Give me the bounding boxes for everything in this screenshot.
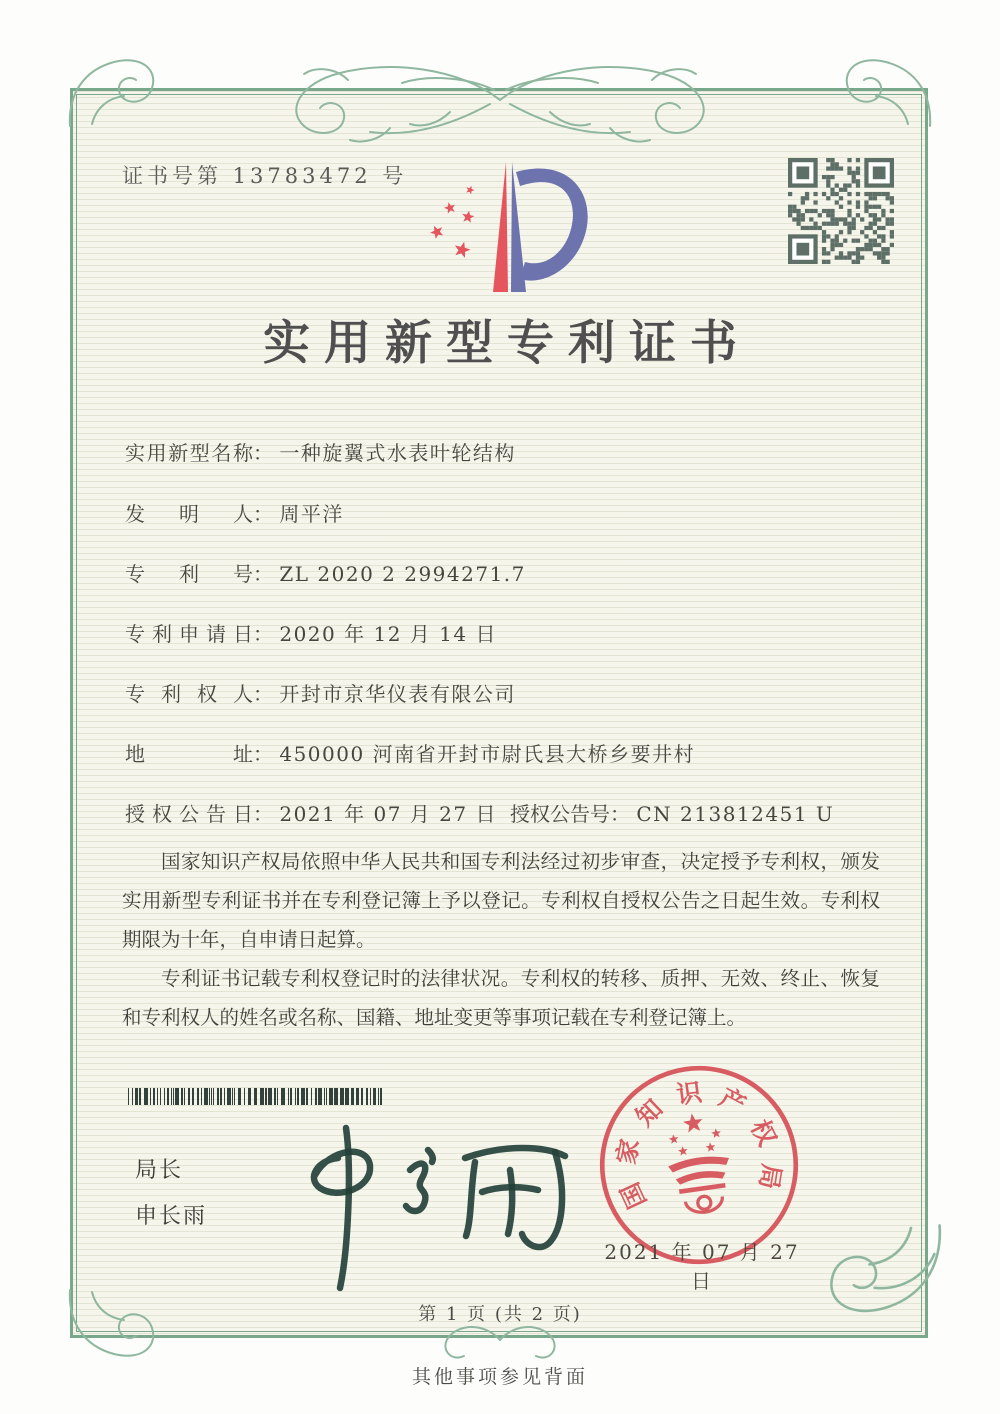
field-label: 专利权人	[125, 682, 253, 706]
field-row-filing-date	[125, 618, 885, 647]
field-grant-number	[510, 798, 834, 827]
field-value: 开封市京华仪表有限公司	[279, 682, 516, 706]
svg-text:权: 权	[744, 1114, 784, 1151]
legal-text-block	[122, 842, 880, 1037]
field-label: 实用新型名称	[125, 441, 253, 465]
field-row-grant	[125, 798, 885, 827]
commissioner-block	[135, 1148, 207, 1240]
field-label: 授权公告号	[510, 802, 610, 826]
certificate-number: 证书号第 13783472 号	[122, 164, 408, 188]
commissioner-title: 局长	[135, 1158, 184, 1183]
field-label: 授权公告日	[125, 802, 253, 826]
field-colon: ：	[253, 742, 273, 766]
commissioner-name: 申长雨	[135, 1204, 208, 1229]
field-colon: ：	[253, 802, 273, 826]
svg-text:国: 国	[614, 1177, 653, 1214]
legal-paragraph: 国家知识产权局依照中华人民共和国专利法经过初步审查，决定授予专利权，颁发实用新型专利证书并在专利登记簿上予以登记。专利权自授权公告之日起生效。专利权期限为十年，自申请日起算。	[122, 850, 880, 951]
field-label: 专利号	[125, 562, 253, 586]
qr-code-icon	[788, 158, 894, 264]
svg-text:产: 产	[714, 1081, 751, 1120]
svg-text:识: 识	[674, 1076, 704, 1110]
certificate-title: 实用新型专利证书	[263, 316, 751, 371]
field-row-patent-number	[125, 558, 885, 587]
commissioner-signature-icon	[260, 1100, 600, 1300]
field-value: ZL 2020 2 2994271.7	[279, 562, 526, 586]
field-value: 2020 年 12 月 14 日	[279, 622, 497, 646]
field-value: CN 213812451 U	[636, 802, 835, 826]
field-label: 地址	[125, 742, 253, 766]
field-colon: ：	[253, 562, 273, 586]
svg-text:家: 家	[610, 1136, 645, 1167]
field-row-inventor	[125, 498, 885, 527]
field-colon: ：	[253, 682, 273, 706]
field-label: 发明人	[125, 502, 253, 526]
field-value: 2021 年 07 月 27 日	[279, 802, 497, 826]
seal-date: 2021 年 07 月 27 日	[604, 1240, 800, 1293]
field-colon: ：	[253, 622, 273, 646]
page-number: 第 1 页 (共 2 页)	[418, 1304, 582, 1325]
field-label: 专利申请日	[125, 622, 253, 646]
field-row-patentee	[125, 678, 885, 707]
field-colon: ：	[253, 441, 273, 465]
field-colon: ：	[253, 502, 273, 526]
field-colon: ：	[610, 802, 630, 826]
field-row-address	[125, 738, 885, 767]
field-value: 450000 河南省开封市尉氏县大桥乡要井村	[279, 742, 696, 766]
svg-text:知: 知	[629, 1092, 669, 1132]
field-value: 一种旋翼式水表叶轮结构	[279, 441, 516, 465]
field-row-invention-name	[125, 437, 885, 466]
legal-paragraph: 专利证书记载专利权登记时的法律状况。专利权的转移、质押、无效、终止、恢复和专利权人的姓名或名称、国籍、地址变更等事项记载在专利登记簿上。	[122, 967, 880, 1029]
svg-text:局: 局	[753, 1161, 788, 1192]
field-value: 周平洋	[279, 502, 344, 526]
back-side-note: 其他事项参见背面	[411, 1366, 588, 1388]
cnipa-logo-icon	[420, 150, 600, 300]
